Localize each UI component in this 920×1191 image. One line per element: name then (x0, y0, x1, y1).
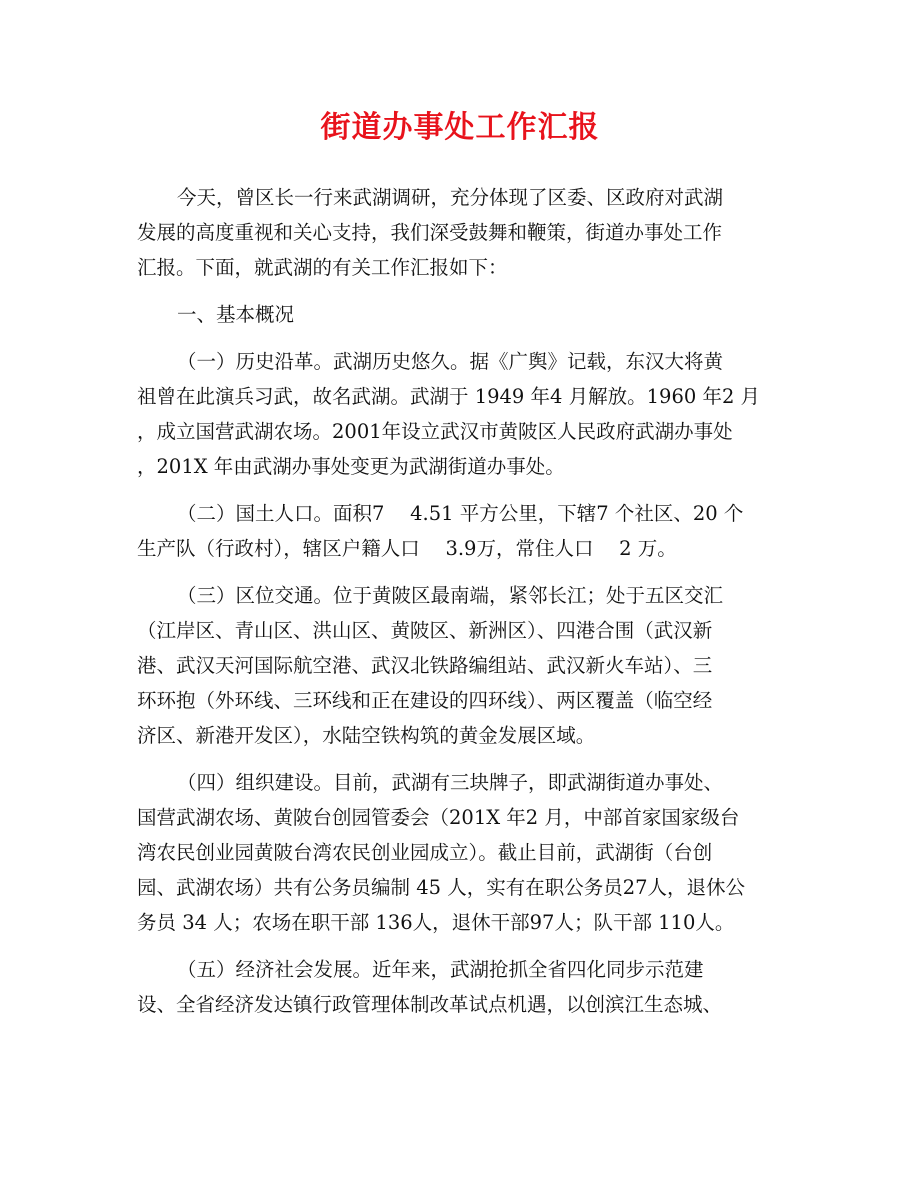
text-line: 济区、新港开发区），水陆空铁构筑的黄金发展区域。 (137, 724, 596, 747)
text-line: 生产队（行政村），辖区户籍人口 3.9万，常住人口 2 万。 (137, 537, 677, 560)
text-line: 设、全省经济发达镇行政管理体制改革试点机遇，以创滨江生态城、 (137, 993, 723, 1016)
text-line: 今天，曾区长一行来武湖调研，充分体现了区委、区政府对武湖 (177, 186, 724, 209)
document-body (137, 180, 777, 1034)
paragraph-intro (137, 180, 777, 285)
text-line: （四）组织建设。目前，武湖有三块牌子，即武湖街道办事处、 (177, 771, 724, 794)
text-line: 园、武湖农场）共有公务员编制 45 人，实有在职公务员27人，退休公 (137, 876, 746, 899)
paragraph-economy (137, 952, 777, 1022)
paragraph-organization (137, 765, 777, 940)
text-line: （五）经济社会发展。近年来，武湖抢抓全省四化同步示范建 (177, 958, 704, 981)
paragraph-land-population (137, 496, 777, 566)
section-heading-basic-overview (137, 297, 777, 332)
text-line: 务员 34 人；农场在职干部 136人，退休干部97人；队干部 110人。 (137, 911, 735, 934)
text-line: 祖曾在此演兵习武，故名武湖。武湖于 1949 年4 月解放。1960 年2 月 (137, 385, 761, 408)
text-line: （二）国土人口。面积7 4.51 平方公里，下辖7 个社区、20 个 (177, 502, 744, 525)
text-line: 发展的高度重视和关心支持，我们深受鼓舞和鞭策，街道办事处工作 (137, 221, 723, 244)
text-line: 港、武汉天河国际航空港、武汉北铁路编组站、武汉新火车站）、三 (137, 654, 713, 677)
text-line: （一）历史沿革。武湖历史悠久。据《广舆》记载，东汉大将黄 (177, 350, 724, 373)
text-line: 汇报。下面，就武湖的有关工作汇报如下： (137, 256, 508, 279)
text-line: （三）区位交通。位于黄陂区最南端，紧邻长江；处于五区交汇 (177, 584, 724, 607)
text-line: 环环抱（外环线、三环线和正在建设的四环线）、两区覆盖（临空经 (137, 689, 713, 712)
document-title: 街道办事处工作汇报 (320, 110, 600, 145)
text-line: （江岸区、青山区、洪山区、黄陂区、新洲区）、四港合围（武汉新 (137, 619, 713, 642)
text-line: ，201X 年由武湖办事处变更为武湖街道办事处。 (137, 455, 565, 478)
paragraph-history (137, 344, 777, 484)
text-line: 湾农民创业园黄陂台湾农民创业园成立）。截止目前，武湖街（台创 (137, 841, 713, 864)
text-line: ，成立国营武湖农场。2001年设立武汉市黄陂区人民政府武湖办事处 (137, 420, 733, 443)
section-heading: 一、基本概况 (177, 303, 295, 326)
paragraph-location-transport (137, 578, 777, 753)
text-line: 国营武湖农场、黄陂台创园管委会（201X 年2 月，中部首家国家级台 (137, 806, 740, 829)
